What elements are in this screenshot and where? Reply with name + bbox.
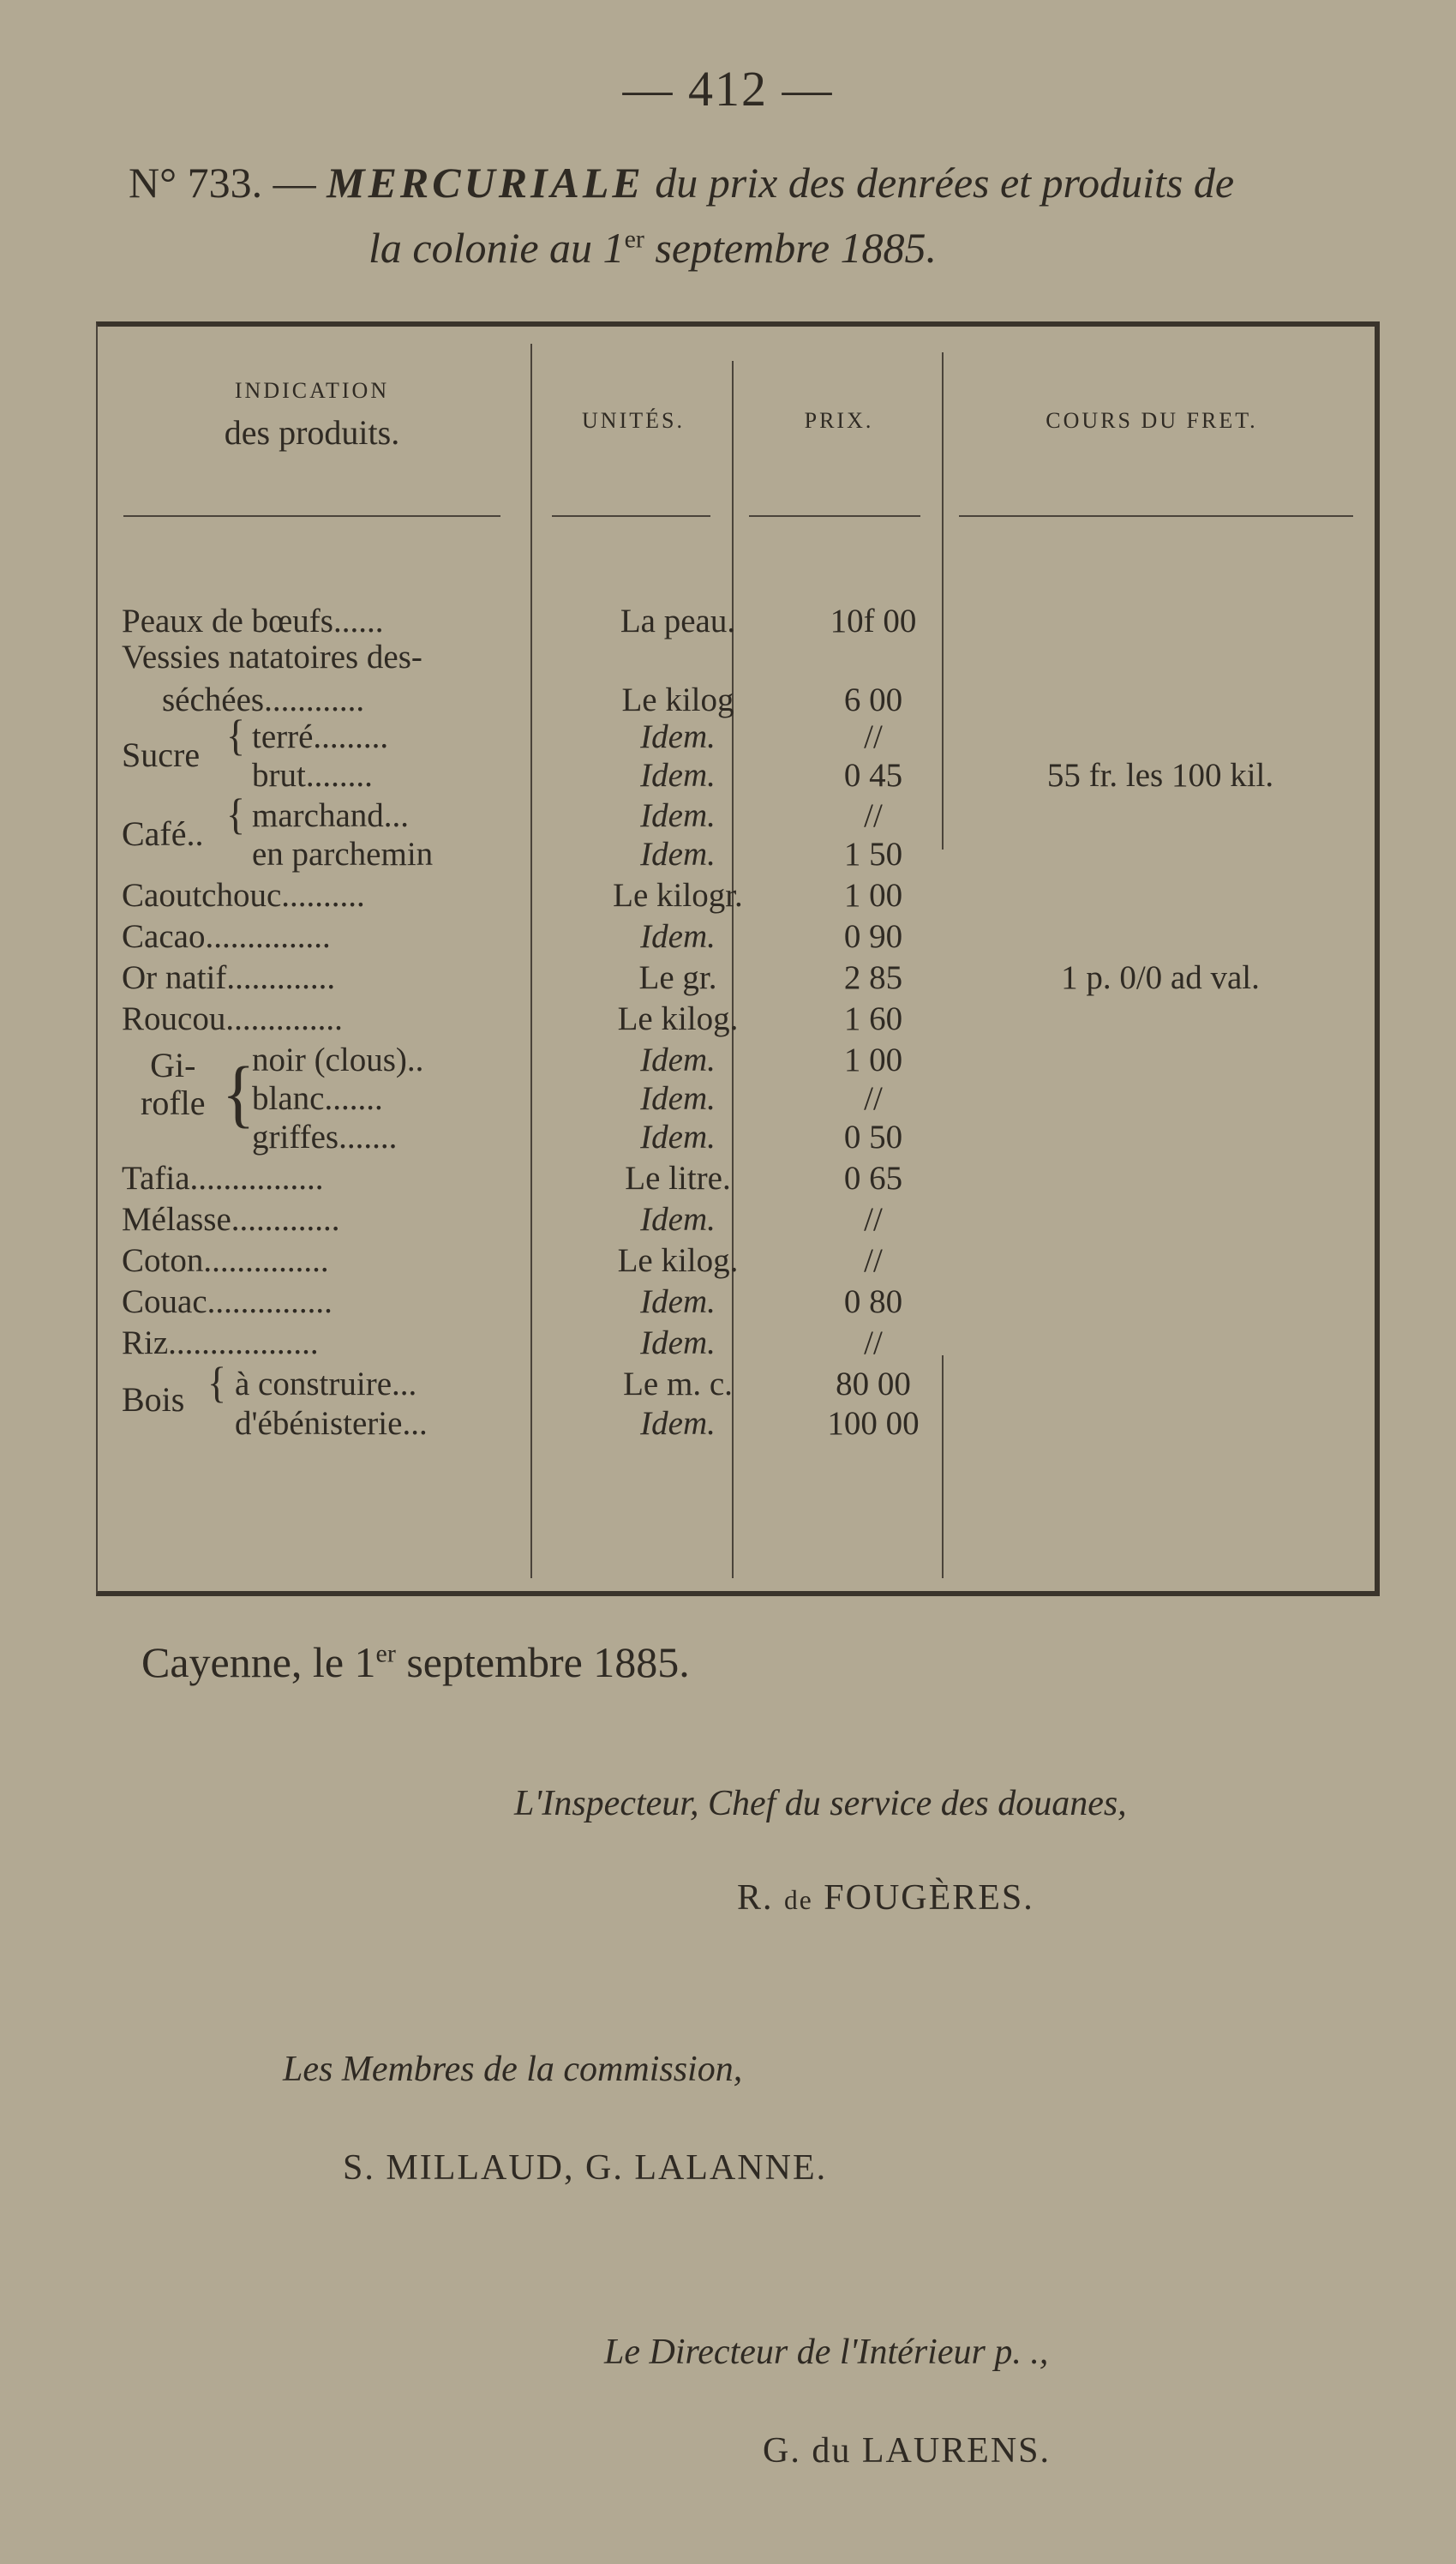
- table-row: [98, 834, 1375, 875]
- header-unites: UNITÉS.: [582, 408, 685, 433]
- price-cell: 0 50: [843, 1119, 903, 1156]
- product-name: blanc.......: [252, 1080, 383, 1117]
- price-cell: //: [864, 1080, 883, 1117]
- table-row: [98, 1078, 1375, 1120]
- unit-cell: Idem.: [640, 918, 716, 955]
- table-row: [98, 1158, 1375, 1199]
- unit-cell: Le m. c.: [623, 1366, 733, 1402]
- table-row: [98, 916, 1375, 958]
- title-line2-a: la colonie au 1: [368, 224, 625, 272]
- header-indication: INDICATION: [234, 378, 390, 403]
- table-row: [98, 711, 1375, 760]
- table-row: [98, 680, 1375, 721]
- unit-cell: Idem.: [640, 1201, 716, 1238]
- product-name: à construire...: [235, 1366, 417, 1402]
- unit-cell: Le gr.: [638, 959, 717, 996]
- price-cell: //: [864, 1201, 883, 1238]
- price-cell: //: [864, 718, 883, 755]
- price-cell: 10f 00: [830, 603, 917, 639]
- place-date-b: septembre 1885.: [406, 1638, 690, 1686]
- table-row: [98, 999, 1375, 1040]
- price-cell: 80 00: [836, 1366, 911, 1402]
- unit-cell: Idem.: [640, 757, 716, 794]
- director-role: Le Directeur de l'Intérieur p. .,: [604, 2333, 1049, 2372]
- header-indication-sub: des produits.: [224, 413, 400, 452]
- commission-role: Les Membres de la commission,: [283, 2050, 743, 2089]
- product-name: Couac...............: [122, 1283, 333, 1320]
- brace-icon: {: [226, 790, 246, 838]
- table-row: [98, 1403, 1375, 1444]
- group-label-bois: Bois: [122, 1380, 185, 1419]
- price-cell: 1 60: [843, 1000, 903, 1037]
- unit-cell: Idem.: [640, 1324, 716, 1361]
- header-prix: PRIX.: [804, 408, 874, 433]
- price-cell: 0 90: [843, 918, 903, 955]
- brace-icon: {: [226, 711, 246, 760]
- product-name: griffes.......: [252, 1119, 398, 1156]
- product-name: Riz..................: [122, 1324, 319, 1361]
- unit-cell: Le kilog: [621, 682, 734, 718]
- page-number: — 412 —: [622, 61, 834, 117]
- table-row: [98, 1240, 1375, 1282]
- table-row: [98, 601, 1375, 642]
- unit-cell: Idem.: [640, 1042, 716, 1078]
- product-name: brut........: [252, 757, 373, 794]
- group-label-girofle-a: Gi-: [150, 1046, 196, 1084]
- table-row: [98, 875, 1375, 916]
- header-rule: [959, 515, 1353, 517]
- product-name: noir (clous)..: [252, 1042, 424, 1078]
- price-cell: 0 80: [843, 1283, 903, 1320]
- inspector-particle: de: [784, 1885, 813, 1915]
- table-row: [98, 1358, 1375, 1407]
- product-name: Cacao...............: [122, 918, 331, 955]
- product-name: d'ébénisterie...: [235, 1405, 428, 1442]
- group-label-girofle-b: rofle: [141, 1084, 206, 1122]
- director-name: G. du LAURENS.: [763, 2431, 1052, 2471]
- product-name: séchées............: [162, 682, 365, 718]
- document-title: [129, 150, 1388, 280]
- unit-cell: Idem.: [640, 718, 716, 755]
- inspector-role: L'Inspecteur, Chef du service des douanes,: [514, 1784, 1127, 1823]
- price-cell: 100 00: [827, 1405, 920, 1442]
- header-rule: [749, 515, 920, 517]
- unit-cell: Idem.: [640, 836, 716, 873]
- place-date-a: Cayenne, le 1: [141, 1638, 376, 1686]
- price-cell: 2 85: [843, 959, 903, 996]
- place-date-sup: er: [375, 1639, 396, 1668]
- group-label-sucre: Sucre: [122, 736, 201, 774]
- table-row: [98, 1117, 1375, 1158]
- price-cell: 1 50: [843, 836, 903, 873]
- brace-icon: {: [207, 1358, 227, 1407]
- table-row: [98, 790, 1375, 838]
- product-name: marchand...: [252, 797, 410, 834]
- inspector-initial: R.: [737, 1878, 774, 1918]
- place-date: [141, 1637, 690, 1687]
- unit-cell: Idem.: [640, 1283, 716, 1320]
- unit-cell: Idem.: [640, 1080, 716, 1117]
- header-rule: [552, 515, 710, 517]
- price-cell: //: [864, 1242, 883, 1279]
- unit-cell: La peau.: [620, 603, 736, 639]
- product-name: en parchemin: [252, 836, 434, 873]
- unit-cell: Le kilog.: [617, 1242, 739, 1279]
- commission-names: S. MILLAUD, G. LALANNE.: [343, 2148, 828, 2188]
- product-name: Tafia................: [122, 1160, 324, 1197]
- table-row: [98, 1282, 1375, 1323]
- unit-cell: Le kilog.: [617, 1000, 739, 1037]
- brace-icon: {: [222, 1052, 255, 1136]
- freight-rate-general: 1 p. 0/0 ad val.: [1061, 959, 1260, 996]
- unit-cell: Idem.: [640, 1119, 716, 1156]
- product-name: Mélasse.............: [122, 1201, 340, 1238]
- price-cell: //: [864, 797, 883, 834]
- price-table: [96, 321, 1380, 1596]
- product-name: Roucou..............: [122, 1000, 343, 1037]
- unit-cell: Le kilogr.: [613, 877, 743, 914]
- product-name: Or natif.............: [122, 959, 336, 996]
- header-rule: [123, 515, 500, 517]
- product-name: Coton...............: [122, 1242, 329, 1279]
- table-row: [98, 637, 1375, 678]
- price-cell: 1 00: [843, 877, 903, 914]
- unit-cell: Idem.: [640, 1405, 716, 1442]
- title-line1-rest: du prix des denrées et produits de: [655, 159, 1235, 207]
- freight-rate-sucre: 55 fr. les 100 kil.: [1046, 757, 1274, 794]
- table-row: [98, 1040, 1375, 1081]
- unit-cell: Idem.: [640, 797, 716, 834]
- product-name: Peaux de bœufs......: [122, 603, 384, 639]
- product-name: Caoutchouc..........: [122, 877, 365, 914]
- inspector-name: [737, 1877, 1034, 1918]
- price-cell: 0 65: [843, 1160, 903, 1197]
- title-line2-b: septembre 1885.: [655, 224, 938, 272]
- table-row: [98, 958, 1375, 999]
- table-row: [98, 755, 1375, 796]
- price-cell: 6 00: [843, 682, 903, 718]
- inspector-surname: FOUGÈRES.: [824, 1878, 1034, 1918]
- price-cell: 1 00: [843, 1042, 903, 1078]
- group-label-cafe: Café..: [122, 814, 204, 853]
- product-name: terré.........: [252, 718, 389, 755]
- product-name: Vessies natatoires des-: [122, 639, 422, 676]
- unit-cell: Le litre.: [625, 1160, 731, 1197]
- title-mercuriale: MERCURIALE: [327, 159, 644, 207]
- table-row: [98, 1199, 1375, 1240]
- title-number: N° 733. —: [129, 159, 316, 207]
- price-cell: 0 45: [843, 757, 903, 794]
- title-line2-sup: er: [624, 225, 644, 254]
- header-fret: COURS DU FRET.: [1046, 408, 1258, 433]
- table-row: [98, 1323, 1375, 1364]
- title-line2: [129, 215, 1388, 280]
- price-cell: //: [864, 1324, 883, 1361]
